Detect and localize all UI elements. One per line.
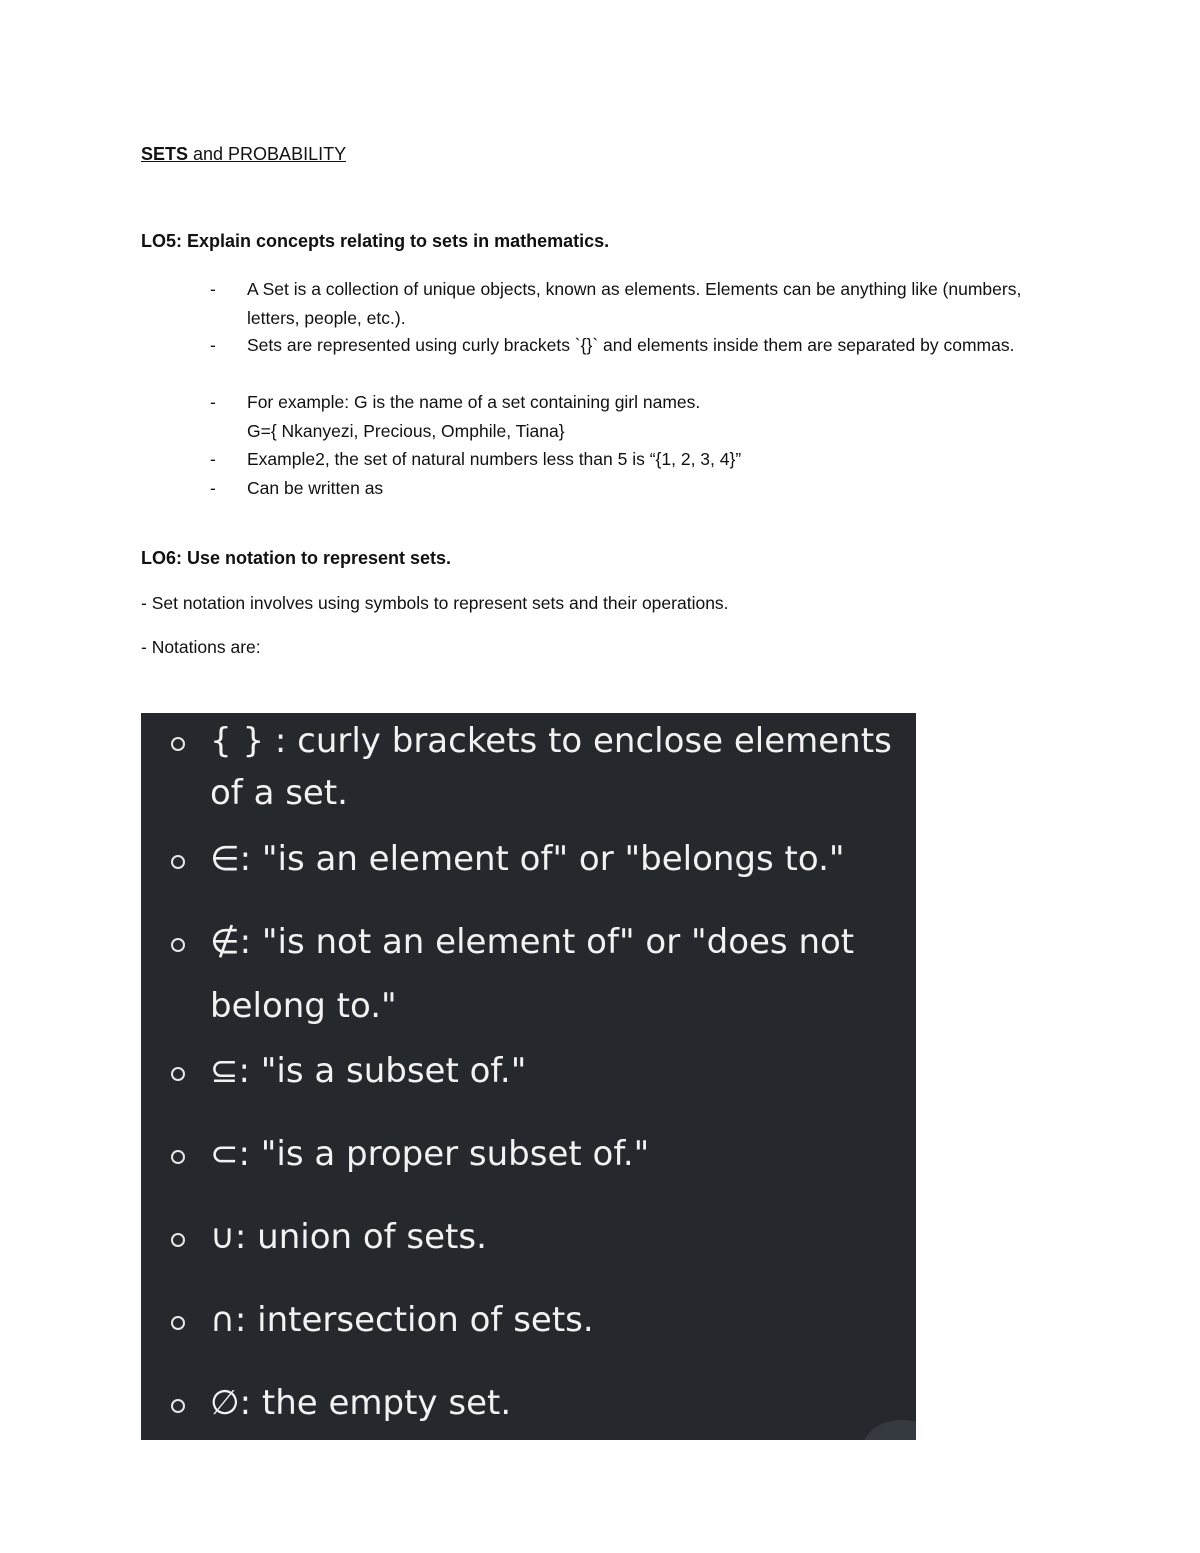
lo5-bullet-text: Example2, the set of natural numbers less than 5 is “{1, 2, 3, 4}” [247, 449, 742, 469]
document-title [141, 144, 346, 165]
lo5-bullet [210, 331, 1040, 360]
notation-text: { } : curly brackets to enclose elements of a set. [210, 721, 892, 813]
bullet-dash: - [210, 449, 216, 469]
lo5-bullet [210, 275, 1040, 332]
circle-bullet-icon [171, 855, 185, 869]
notation-text: ∈: "is an element of" or "belongs to." [210, 839, 845, 879]
lo5-heading: LO5: Explain concepts relating to sets in mathematics. [141, 231, 610, 251]
bullet-dash: - [210, 279, 216, 299]
title-rest: and PROBABILITY [188, 144, 347, 164]
bullet-dash: - [210, 335, 216, 355]
notation-text: ∩: intersection of sets. [210, 1300, 594, 1340]
bullet-dash: - [210, 392, 216, 412]
notation-text: ⊆: "is a subset of." [210, 1051, 527, 1091]
circle-bullet-icon [171, 1316, 185, 1330]
lo6-heading: LO6: Use notation to represent sets. [141, 548, 452, 568]
lo6-line: - Set notation involves using symbols to represent sets and their operations. [141, 593, 729, 613]
lo5-bullet [210, 474, 1040, 503]
lo5-bullet [210, 388, 1040, 445]
lo5-bullet-text: For example: G is the name of a set containing girl names. [247, 392, 701, 412]
notation-text: ∪: union of sets. [210, 1217, 487, 1257]
circle-bullet-icon [171, 1399, 185, 1413]
notation-text: ∅: the empty set. [210, 1383, 512, 1423]
lo5-bullet-text: Can be written as [247, 478, 384, 498]
notation-text: ⊂: "is a proper subset of." [210, 1134, 650, 1174]
lo5-bullet-text: A Set is a collection of unique objects, known as elements. Elements can be anything like (numbers, letters, people, etc.). [247, 279, 1022, 328]
lo5-bullet-text: Sets are represented using curly brackets `{}` and elements inside them are separated by commas. [247, 335, 1015, 355]
set-example: G={ Nkanyezi, Precious, Omphile, Tiana} [247, 420, 565, 441]
notation-text: ∉: "is not an element of" or "does not belong to." [210, 922, 855, 1026]
bullet-dash: - [210, 478, 216, 498]
notation-image [141, 713, 916, 1440]
circle-bullet-icon [171, 1150, 185, 1164]
circle-bullet-icon [171, 938, 185, 952]
lo5-bullet [210, 445, 1040, 474]
lo6-line: - Notations are: [141, 637, 261, 657]
circle-bullet-icon [171, 737, 185, 751]
circle-bullet-icon [171, 1067, 185, 1081]
circle-bullet-icon [171, 1233, 185, 1247]
title-bold: SETS [141, 144, 189, 164]
